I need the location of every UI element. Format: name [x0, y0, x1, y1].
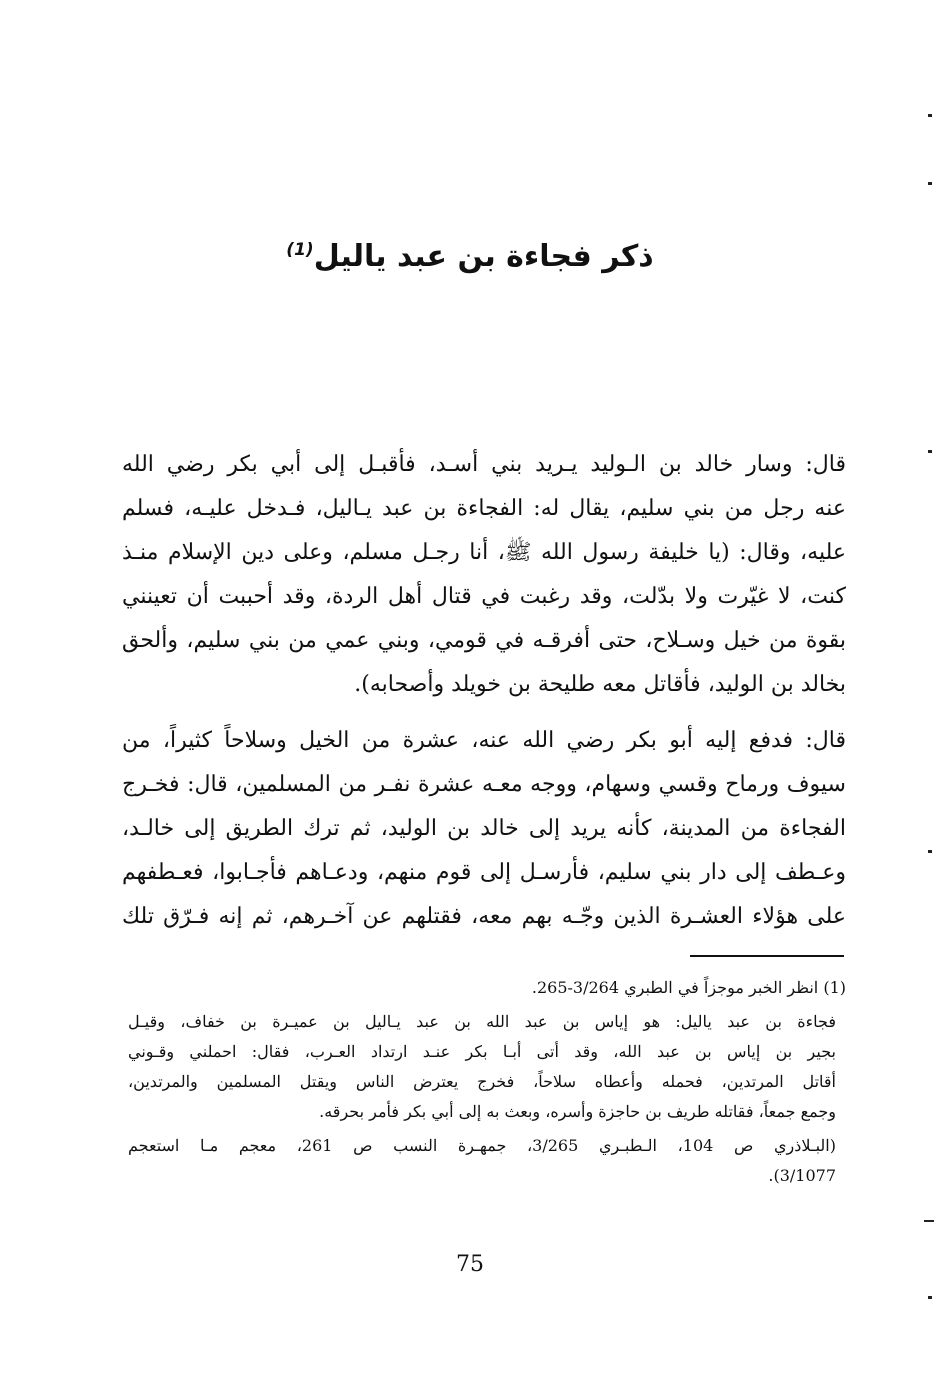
text-line: بقوة من خيل وسـلاح، حتى أفرقـه في قومي، وبني عمي من بني سليم، وألحق [122, 628, 846, 653]
text-line: عليه، وقال: (يا خليفة رسول الله ﷺ، أنا رجـل مسلم، وعلى دين الإسلام منـذ [122, 540, 846, 565]
footnote-1 [128, 973, 846, 1003]
scan-speck [928, 450, 932, 453]
page-number: 75 [456, 1252, 484, 1277]
footnote-line: (البـلاذري ص 104، الـطبـري 3/265، جمهـرة النسب ص 261، معجم مـا استعجم [128, 1136, 836, 1155]
main-text [122, 443, 846, 951]
text-line: قال: وسار خالد بن الـوليد يـريد بني أسـد، فأقبـل إلى أبي بكر رضي الله [122, 452, 846, 477]
text-line: سيوف ورماح وقسي وسهام، ووجه معـه عشرة نفـر من المسلمين، قال: فخـرج [122, 772, 846, 797]
scan-speck [928, 182, 932, 185]
paragraph-1 [122, 443, 846, 707]
scan-speck [924, 1220, 934, 1222]
chapter-title [150, 232, 790, 282]
footnote-line: 3/1077). [768, 1166, 836, 1185]
footnote-line: وجمع جمعاً، فقاتله طريف بن حاجزة وأسره، وبعث به إلى أبي بكر فأمر بحرقه. [319, 1102, 836, 1121]
footnote-sources [128, 1131, 846, 1191]
footnote-line: فجاءة بن عبد ياليل: هو إياس بن عبد الله بن عبد يـاليل بن عميـرة بن خفاف، وقيـل [128, 1012, 836, 1031]
scan-speck [928, 850, 932, 853]
footnotes [128, 973, 846, 1195]
scan-speck [928, 114, 932, 117]
footnote-separator [690, 955, 844, 957]
paragraph-2 [122, 719, 846, 939]
footnote-line: (1) انظر الخبر موجزاً في الطبري 3/264-265. [531, 978, 846, 997]
text-line: عنه رجل من بني سليم، يقال له: الفجاءة بن عبد يـاليل، فـدخل عليـه، فسلم [122, 496, 846, 521]
footnote-line: بجير بن إياس بن عبد الله، وقد أتى أبـا بكر عنـد ارتداد العـرب، فقال: احملني وقـوني [128, 1042, 836, 1061]
text-line: كنت، لا غيّرت ولا بدّلت، وقد رغبت في قتال أهل الردة، وقد أحببت أن تعينني [122, 584, 846, 609]
footnote-biography [128, 1007, 846, 1127]
footnote-reference: (1) [286, 240, 314, 260]
text-line: وعـطف إلى دار بني سليم، فأرسـل إلى قوم منهم، ودعـاهم فأجـابوا، فعـطفهم [122, 860, 846, 885]
scan-speck [928, 1296, 932, 1299]
text-line: بخالد بن الوليد، فأقاتل معه طليحة بن خويلد وأصحابه). [354, 672, 846, 697]
chapter-title-text: ذكر فجاءة بن عبد ياليل [313, 239, 654, 274]
footnote-line: أقاتل المرتدين، فحمله وأعطاه سلاحاً، فخرج يعترض الناس ويقتل المسلمين والمرتدين، [128, 1072, 836, 1091]
text-line: على هؤلاء العشـرة الذين وجّـه بهم معه، فقتلهم عن آخـرهم، ثم إنه فـرّق تلك [122, 904, 846, 929]
text-line: قال: فدفع إليه أبو بكر رضي الله عنه، عشرة من الخيل وسلاحاً كثيراً، من [122, 728, 846, 753]
text-line: الفجاءة من المدينة، كأنه يريد إلى خالد بن الوليد، ثم ترك الطريق إلى خالـد، [122, 816, 846, 841]
